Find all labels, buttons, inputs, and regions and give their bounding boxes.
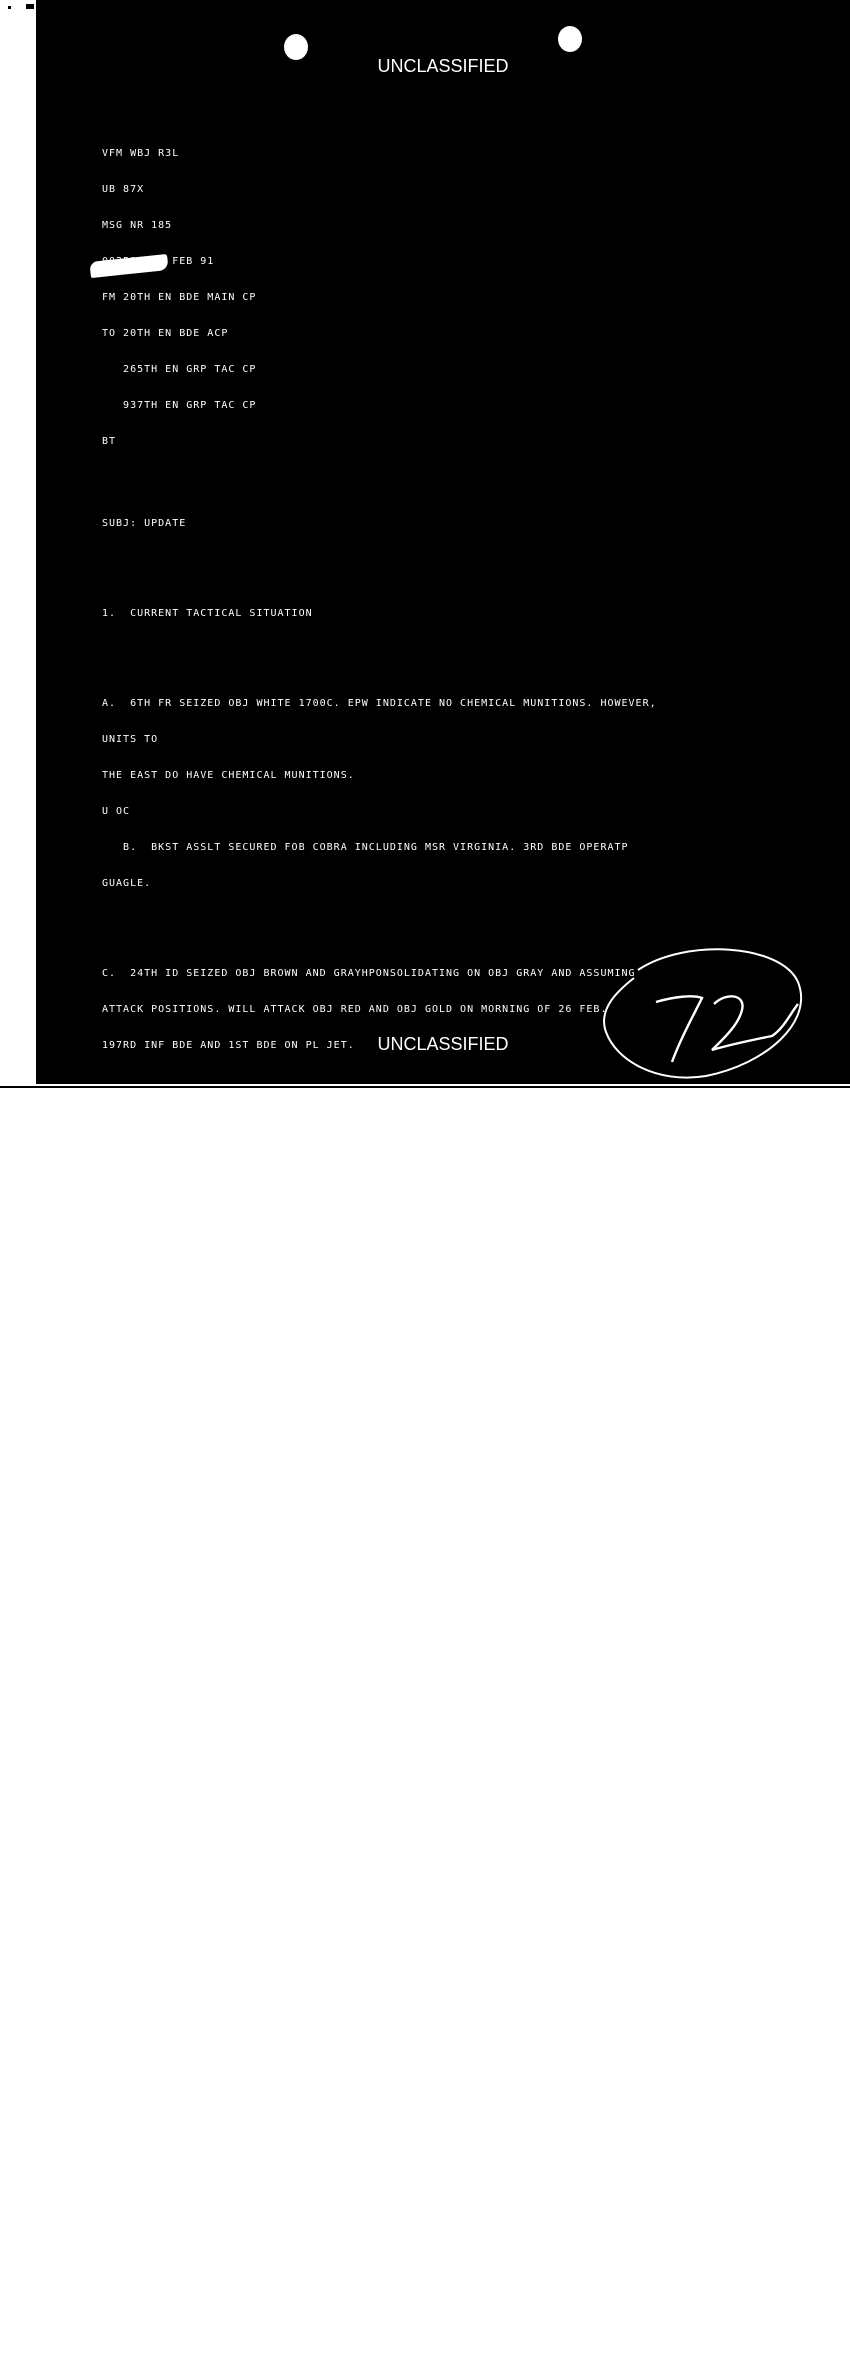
paragraph-line: UNITS TO bbox=[102, 734, 159, 745]
paragraph-line: THE EAST DO HAVE CHEMICAL MUNITIONS. bbox=[102, 770, 355, 781]
trailer-line: 8. POC MAJ UPEC bbox=[102, 2176, 215, 2187]
classification-top: UNCLASSIFIED bbox=[377, 56, 509, 76]
paragraph-line: A. (196689) 91 R941831S 45 *) ?*).*, bbox=[102, 1930, 369, 1941]
header-line: TO 20TH EN BDE ACP bbox=[102, 328, 229, 339]
page-bottom-edge bbox=[0, 1086, 850, 1088]
paragraph-line: VII CORPS MAY HAVE INTERCEPTED. bbox=[102, 1816, 320, 1827]
paragraph-line: E. 2ND ACR IN CONTACT WITH ELEMENTS OF TAWALAKANA DIV. bbox=[102, 1208, 489, 1219]
paragraph-line: 3. NO DECISION ON CONSTRUCTION OF LOGBASE OSCAR FROM ACE. ASKED ACE 3RD TIME, bbox=[102, 1666, 650, 1677]
paragraph-line: WILL INFORM YOU AS SOON AS WE KNOW. bbox=[102, 1702, 348, 1713]
paragraph-line: 2. HAVE NOT RECEIVED CODE WORD FOR MSR VIRGINIA CE N SE REPORTED CLEAR bbox=[102, 1552, 601, 1563]
paragraph-line: GUAGLE. bbox=[102, 878, 152, 889]
paragraph-line: ATTACK POSITIONS. WILL ATTACK OBJ RED AND OBJ GOLD ON MORNING OF 26 FEB. bbox=[102, 1004, 608, 1015]
handwritten-digit-seven bbox=[656, 996, 702, 1062]
paragraph-line: U OC bbox=[102, 806, 131, 817]
header-line: MSG NR 185 bbox=[102, 220, 173, 231]
scan-speck bbox=[8, 6, 11, 9]
paragraph-line: 6. REEMPHASIZE THAT EARLIEST COMPLETION OF MSR GEORGIA CRITICAL. bbox=[102, 2086, 559, 2097]
paragraph-line: 1. CURRENT TACTICAL SITUATION bbox=[102, 608, 313, 619]
paragraph-line: 4. LIGHT CRUDE AVAILABLE FROM VIC RIYAHD 24 FEB AS NOT ARRIVED. S-4 INDICATES bbox=[102, 1780, 650, 1791]
trailer-line: EPCFL8D bbox=[102, 2320, 152, 2331]
header-line: FM 20TH EN BDE MAIN CP bbox=[102, 292, 257, 303]
punch-hole bbox=[558, 26, 582, 52]
trailer-line: INT DBL ASAP bbox=[102, 2248, 187, 2259]
subject-line: SUBJ: UPDATE bbox=[102, 518, 187, 529]
header-line: BT bbox=[102, 436, 117, 447]
scan-speck bbox=[26, 4, 34, 9]
paragraph-line: D. 82ND ABN DIV CONSOLIDATING WEST OF AL SALMAN AIRFIELD. bbox=[102, 1130, 510, 1141]
paragraph-line: F. 1ST AD TO ATTACK OBJ PURPLE MORNING OF 26 FEB. bbox=[102, 1286, 454, 1297]
header-line: UB 87X bbox=[102, 184, 145, 195]
paragraph-line: H. MARCENT HAS SEIZED KUWAIT INTL AIRPORT. 3,000 EPW TAKEN.? bbox=[102, 1442, 531, 1453]
header-line: 937TH EN GRP TAC CP bbox=[102, 400, 257, 411]
handwritten-number-text: 72 bbox=[576, 940, 578, 941]
paragraph-line: 197RD INF BDE AND 1ST BDE ON PL JET. bbox=[102, 1040, 355, 1051]
classification-bottom: UNCLASSIFIED bbox=[377, 1034, 509, 1054]
trailer-line: BT bbox=[102, 2212, 117, 2223]
header-line: 002518402 FEB 91 bbox=[102, 256, 215, 267]
document-page bbox=[36, 0, 850, 2331]
paragraph-line: IN 101ST SECTOR TELEPHONIC. bbox=[102, 1588, 292, 1599]
paragraph-line: C. 24TH ID SEIZED OBJ BROWN AND GRAYHPONSOLIDATING ON OBJ GRAY AND ASSUMING bbox=[102, 968, 636, 979]
handwritten-circle bbox=[604, 949, 801, 1077]
header-line: 265TH EN GRP TAC CP bbox=[102, 364, 257, 375]
trailer-line: KKEZ=EKK bbox=[102, 2284, 159, 2295]
paragraph-line: B. BKST ASSLT SECURED FOB COBRA INCLUDING MSR VIRGINIA. 3RD BDE OPERATP bbox=[102, 842, 629, 853]
handwritten-page-number bbox=[576, 940, 816, 1080]
message-body bbox=[102, 124, 822, 2356]
paragraph-line: 5. REQUEST FOLLOWING INFO WHEN AVAILABLE: bbox=[102, 1894, 397, 1905]
paragraph-line: B. KROITION OF MSR VIRGINIA. IS IT ASPHALT PAVEMENT OR SURFACE TREATMENT? bbox=[102, 2008, 636, 2019]
paragraph-line: G. COALITION FORCES HAVE BREACHED IRAQI OBSTACLES. SLOWED BY HEAVY ARTY. bbox=[102, 1364, 615, 1375]
header-line: VFM WBJ R3L bbox=[102, 148, 180, 159]
handwritten-digit-two bbox=[712, 996, 798, 1050]
paragraph-line: A. 6TH FR SEIZED OBJ WHITE 1700C. EPW INDICATE NO CHEMICAL MUNITIONS. HOWEVER, bbox=[102, 698, 657, 709]
